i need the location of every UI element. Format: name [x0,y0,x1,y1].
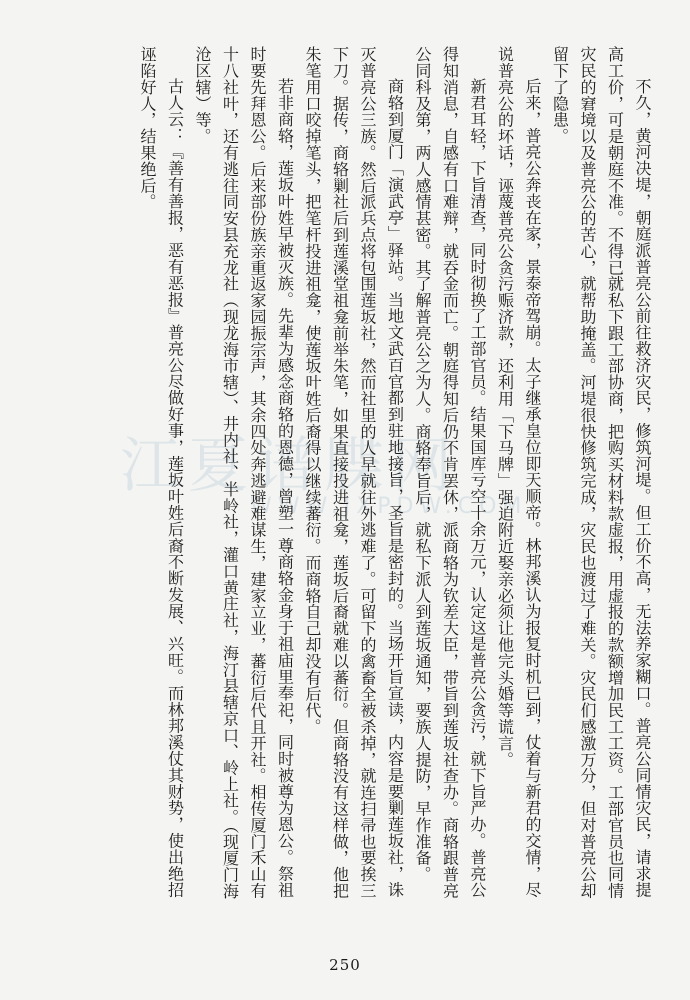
paragraph-4: 商辂到厦门「演武亭」驿站。当地文武百官都到驻地接旨，圣旨是密封的。当场开旨宣读，内容是要剿莲坂社，诛灭普亮公三族。然后派兵点将包围莲坂社，然而社里的人早就往外逃难了。可留下的禽畜全被杀掉，就连扫帚也要挨三下刀。据传，商辂剿社后到莲溪堂祖龛前举朱笔，如果直接投进祖龛，莲坂后裔就难以蕃衍。但商辂没有这样做，他把朱笔用口咬掉笔头，把笔杆投进祖龛，使莲坂叶姓后裔得以继续蕃衍。而商辂自己却没有后代。 [303,46,405,899]
paragraph-2: 后来，普亮公奔丧在家，景泰帝驾崩。太子继承皇位即天顺帝。林邦溪认为报复时机已到，仗着与新君的交情，尽说普亮公的坏话，诬蔑普亮公贪污赈济款，还利用「下马牌」强迫附近娶亲必须让他完头婚等谎言。 [495,46,542,898]
vertical-text-body [36,46,656,906]
watermark-text: 江夏谱牒网 [120,431,460,501]
watermark-url: WWW.JXPDW.COM [250,494,528,519]
paragraph-6: 古人云：『善有善报，恶有恶报』普亮公尽做好事，莲坂叶姓后裔不断发展、兴旺。而林邦溪仗其财势，使出绝招诬陷好人，结果绝后。 [138,46,185,898]
paragraph-1: 不久，黄河决堤，朝庭派普亮公前往救济灾民，修筑河堤。但工价不高，无法养家糊口。普亮公同情灾民，请求提高工价，可是朝庭不准。不得已就私下跟工部协商，把购买材料款虚报，用虚报的款额增加民工工资。工部官员也同情灾民的窘境以及普亮公的苦心，就帮助掩盖。河堤很快修筑完成，灾民也渡过了难关。灾民们感激万分，但对普亮公却留下了隐患。 [550,46,652,899]
paragraph-3: 新君耳轻，下旨清查，同时彻换了工部官员。结果国库亏空十余万元，认定这是普亮公贪污，就下旨严办。普亮公得知消息，自感有口难辩，就吞金而亡。朝庭得知后仍不肯罢休，派商辂为钦差大臣，带旨到莲坂社查办。商辂跟普亮公同科及第，两人感情甚密。其了解普亮公之为人。商辂奉旨后，就私下派人到莲坂通知，要族人提防，早作准备。 [413,46,487,899]
paragraph-5: 若非商辂，莲坂叶姓早被灭族。先辈为感念商辂的恩德，曾塑一尊商辂金身于祖庙里奉祀，同时被尊为恩公。祭祖时要先拜恩公。后来部份族亲重返家园振宗声，其余四处奔逃避难谋生，建家立业，蕃衍后代且开社。相传厦门禾山有十八社叶，还有逃往同安县充龙社（现龙海市辖）、井内社、半岭社，灌口黄庄社，海汀县辖京口、岭上社。（现厦门海沧区辖）等。 [193,46,295,900]
page-number: 250 [329,956,361,974]
